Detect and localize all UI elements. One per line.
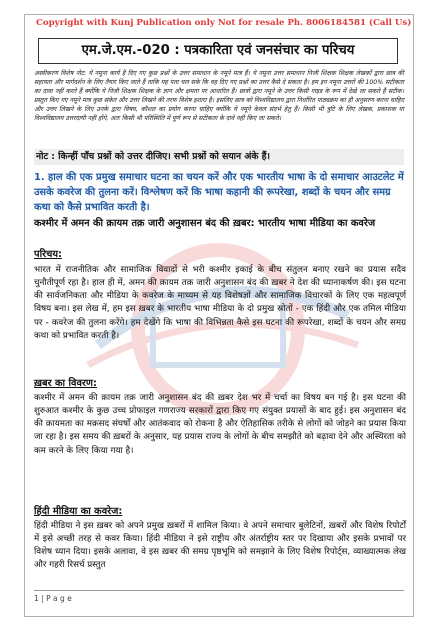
hindi-media-paragraph: हिंदी मीडिया ने इस ख़बर को अपने प्रमुख ख़बरों में शामिल किया। वे अपने समाचार बुलेटिनों, ख़बरों और विशेष रिपोर्टों में इसे अच्छी तरह से कवर किया। हिंदी मीडिया ने इसे राष्ट्रीय और अंतर्राष्ट्रीय स्तर पर दिखाया और इसके प्रभावों पर विशेष ध्यान दिया। इसके अलावा, वे इस ख़बर की समग्र पृष्ठभूमि को समझाने के लिए विशेष रिपोर्ट्स, व्याख्यात्मक लेख और गहरी रिसर्च प्रस्तुत bbox=[34, 521, 406, 571]
copyright-banner: Copyright with Kunj Publication only Not for resale Ph. 8006184581 (Call Us) bbox=[36, 18, 412, 28]
page-number: 1 | P a g e bbox=[34, 594, 72, 603]
intro-heading: परिचय: bbox=[34, 249, 62, 260]
instruction-note: नोट : किन्हीं पाँच प्रश्नों को उत्तर दीजिए। सभी प्रश्नों को सयान अंके हैं। bbox=[34, 149, 404, 165]
news-details-heading: ख़बर का विवरण: bbox=[34, 378, 97, 389]
disclaimer-text: अस्वीकरण विशेष नोट: ये नमूना कार्य है दिए गए कुछ प्रश्नों के उत्तर समाधान के नमूने मात्र हैं। ये नमूना उत्तर समाधान निजी शिक्षक शिक्षक लेखकों द्वारा छात्र की सहायता और मार्गदर्शन के लिए तैयार किए जाते हैं ताकि यह पता चल सके कि वह दिए गए प्रश्नों का उत्तर कैसे दे सकता है। हम इन नमूना उत्तरों की 100% सटीकता का दावा नहीं करते हैं क्योंकि ये निजी शिक्षक शिक्षक के ज्ञान और क्षमता पर आधारित हैं। छात्रों द्वारा नमूने के उत्तर किसी गाइड के रूप में देखे जा सकते हैं सटीक। प्रस्तुत किए गए नमूने मात्र कुछ संकेत और उत्तर लिखने की तरफ विशेष इशारा है। इसलिए छात्र को विश्वविद्यालय द्वारा निर्धारित पाठ्यक्रम का ही अनुसरण करना चाहिए और उत्तर लिखने के लिए उनके द्वारा विषय, कौशल का प्रयोग करना चाहिए क्योंकि ये नमूने केवल संदर्भ हेतु हैं। किसी भी त्रुटि के लिए लेखक, प्रकाशक या विश्वविद्यालय उत्तरदायी नहीं होंगे, अतः किसी भी परिस्थिति में पूर्ण रूप से सटीकता के दावे नहीं किए जा सकते। bbox=[34, 70, 404, 122]
footer-divider bbox=[34, 590, 404, 591]
intro-paragraph: भारत में राजनीतिक और सामाजिक विवादों से भरी कश्मीर इकाई के बीच संतुलन बनाए रखने का प्रयास सदैव चुनौतीपूर्ण रहा है। हाल ही में, अमन की क़ायम तक़ जारी अनुशासन बंद की ख़बर ने देश की ध्यानाकर्षण की। इस घटना की सार्वजनिकता और मीडिया के कवरेज के माध्यम से यह विशेषज्ञों और सामाजिक विचारकों के लिए एक महत्वपूर्ण विषय बना। इस लेख में, हम इस ख़बर के भारतीय भाषा मीडिया के दो प्रमुख स्रोतों - एक हिंदी और एक तमिल मीडिया पर - कवरेज की तुलना करेंगे। हम देखेंगे कि भाषा की विभिन्नता कैसे इस घटना की रूपरेखा, शब्दों के चयन और समग्र कथा को प्रभावित करती है। bbox=[34, 265, 406, 341]
course-title: एम.जे.एम.-020 : पत्रकारिता एवं जनसंचार का परिचय bbox=[38, 38, 398, 64]
news-heading: कश्मीर में अमन की क़ायम तक़ जारी अनुशासन बंद की ख़बर: भारतीय भाषा मीडिया का कवरेज bbox=[34, 218, 376, 229]
hindi-media-heading: हिंदी मीडिया का कवरेज: bbox=[34, 506, 123, 517]
news-details-paragraph: कश्मीर में अमन की क़ायम तक़ जारी अनुशासन बंद की ख़बर देश भर में चर्चा का विषय बन गई है। इस घटना की शुरुआत कश्मीर के कुछ उच्च प्रोफाइल गणराज्य सरकारों द्वारा किए गए संयुक्त प्रयासों के बाद हुई। इस अनुशासन बंद की क़ायमता का मक़सद संघर्षों और आतंकवाद को रोकना है और ऐतिहासिक तरीके से लोगों को जोड़ने का प्रयास किया जा रहा है। इस समय की ख़बरों के अनुसार, यह प्रयास राज्य के लोगों के बीच समझौते को बढ़ावा देने और अस्थिरता को कम करने के लिए किया गया है। bbox=[34, 393, 406, 456]
question-text: 1. हाल की एक प्रमुख समाचार घटना का चयन करें और एक भारतीय भाषा के दो समाचार आउटलेट में उसके कवरेज की तुलना करें। विश्लेषण करें कि भाषा कहानी की रूपरेखा, शब्दों के चयन और समग्र कथा को कैसे प्रभावित करती है। bbox=[34, 172, 404, 214]
